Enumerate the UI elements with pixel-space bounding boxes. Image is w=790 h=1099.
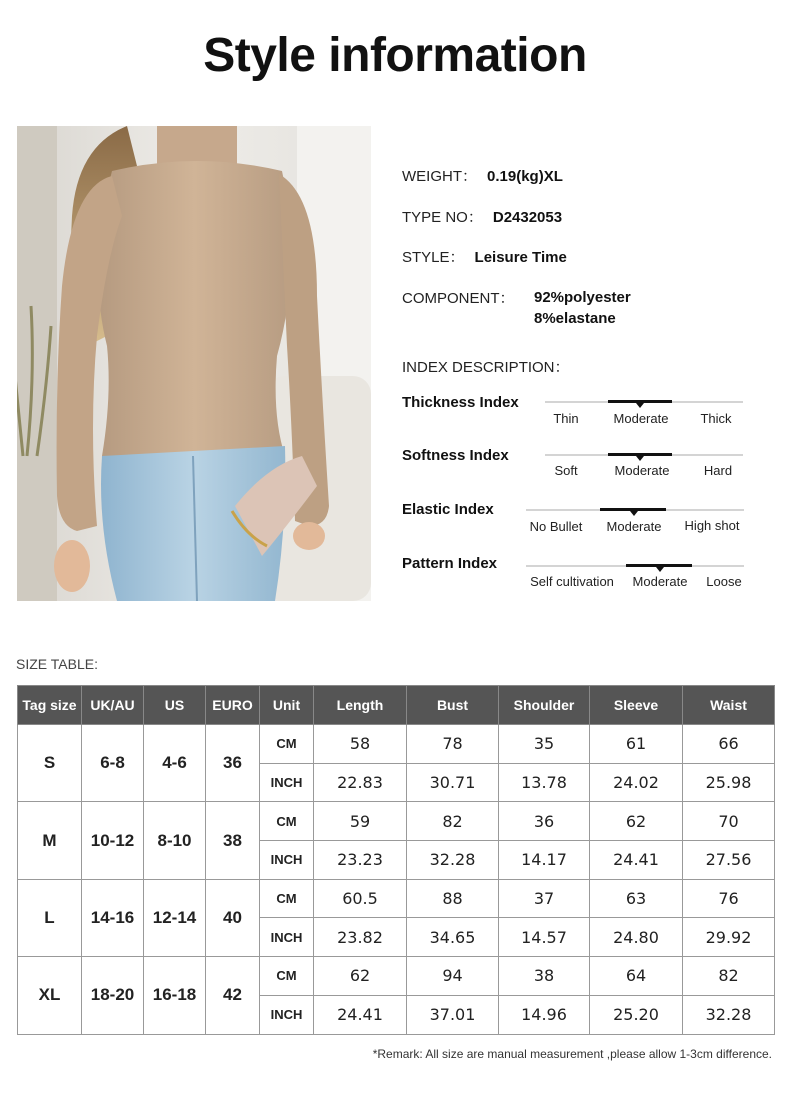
sleeve-cell: 24.80 xyxy=(590,918,683,957)
table-row xyxy=(18,957,775,996)
unit-cell: CM xyxy=(260,802,314,841)
table-header-row xyxy=(18,686,775,725)
shoulder-cell: 37 xyxy=(499,879,590,918)
sleeve-cell: 62 xyxy=(590,802,683,841)
shoulder-cell: 13.78 xyxy=(499,763,590,802)
unit-cell: CM xyxy=(260,879,314,918)
style-value: Leisure Time xyxy=(474,249,567,266)
uk-au-cell: 14-16 xyxy=(82,879,144,956)
type-value: D2432053 xyxy=(492,209,563,226)
weight-row xyxy=(402,165,563,186)
elastic-index-name: Elastic Index xyxy=(402,501,494,518)
waist-cell: 25.98 xyxy=(683,763,775,802)
softness-pointer-icon xyxy=(636,456,644,461)
bust-cell: 78 xyxy=(407,725,499,764)
bust-cell: 82 xyxy=(407,802,499,841)
tag-size-cell: S xyxy=(18,725,82,802)
tag-size-cell: M xyxy=(18,802,82,879)
elastic-option-no-bullet: No Bullet xyxy=(529,519,583,534)
us-cell: 16-18 xyxy=(144,957,206,1034)
header-waist: Waist xyxy=(683,686,775,725)
thickness-index-name: Thickness Index xyxy=(402,394,519,411)
type-label: TYPE NO： xyxy=(402,209,483,226)
header-tag-size: Tag size xyxy=(18,686,82,725)
sleeve-cell: 61 xyxy=(590,725,683,764)
header-unit: Unit xyxy=(260,686,314,725)
waist-cell: 76 xyxy=(683,879,775,918)
component-line-1: 92%polyester xyxy=(534,289,631,306)
weight-value: 0.19(kg)XL xyxy=(487,168,563,185)
header-bust: Bust xyxy=(407,686,499,725)
shoulder-cell: 14.17 xyxy=(499,841,590,880)
component-label: COMPONENT： xyxy=(402,290,515,307)
waist-cell: 66 xyxy=(683,725,775,764)
sleeve-cell: 63 xyxy=(590,879,683,918)
weight-label: WEIGHT： xyxy=(402,168,477,185)
tag-size-cell: L xyxy=(18,879,82,956)
bust-cell: 30.71 xyxy=(407,763,499,802)
length-cell: 62 xyxy=(314,957,407,996)
pattern-option-loose: Loose xyxy=(706,574,742,589)
length-cell: 59 xyxy=(314,802,407,841)
bust-cell: 37.01 xyxy=(407,995,499,1034)
header-uk-au: UK/AU xyxy=(82,686,144,725)
us-cell: 4-6 xyxy=(144,725,206,802)
size-table xyxy=(17,685,775,1035)
header-us: US xyxy=(144,686,206,725)
table-row xyxy=(18,879,775,918)
remark-note: *Remark: All size are manual measurement ,please allow 1-3cm difference. xyxy=(372,1047,772,1061)
pattern-option-moderate: Moderate xyxy=(632,574,688,589)
header-shoulder: Shoulder xyxy=(499,686,590,725)
uk-au-cell: 18-20 xyxy=(82,957,144,1034)
style-row xyxy=(402,246,567,267)
waist-cell: 27.56 xyxy=(683,841,775,880)
uk-au-cell: 10-12 xyxy=(82,802,144,879)
sleeve-cell: 24.41 xyxy=(590,841,683,880)
euro-cell: 42 xyxy=(206,957,260,1034)
unit-cell: CM xyxy=(260,725,314,764)
size-table-label: SIZE TABLE: xyxy=(16,656,98,672)
waist-cell: 70 xyxy=(683,802,775,841)
us-cell: 12-14 xyxy=(144,879,206,956)
sleeve-cell: 25.20 xyxy=(590,995,683,1034)
component-line-2: 8%elastane xyxy=(534,310,616,327)
uk-au-cell: 6-8 xyxy=(82,725,144,802)
unit-cell: INCH xyxy=(260,995,314,1034)
length-cell: 60.5 xyxy=(314,879,407,918)
thickness-option-thin: Thin xyxy=(553,411,579,426)
pattern-option-self-cultivation: Self cultivation xyxy=(530,574,614,589)
softness-option-moderate: Moderate xyxy=(614,463,670,478)
waist-cell: 82 xyxy=(683,957,775,996)
unit-cell: INCH xyxy=(260,763,314,802)
softness-option-hard: Hard xyxy=(703,463,733,478)
unit-cell: INCH xyxy=(260,918,314,957)
pattern-index-name: Pattern Index xyxy=(402,555,498,572)
header-sleeve: Sleeve xyxy=(590,686,683,725)
length-cell: 58 xyxy=(314,725,407,764)
type-row xyxy=(402,206,562,227)
sleeve-cell: 24.02 xyxy=(590,763,683,802)
unit-cell: INCH xyxy=(260,841,314,880)
table-row xyxy=(18,725,775,764)
elastic-option-moderate: Moderate xyxy=(606,519,662,534)
elastic-pointer-icon xyxy=(630,511,638,516)
header-euro: EURO xyxy=(206,686,260,725)
length-cell: 23.23 xyxy=(314,841,407,880)
waist-cell: 32.28 xyxy=(683,995,775,1034)
bust-cell: 88 xyxy=(407,879,499,918)
waist-cell: 29.92 xyxy=(683,918,775,957)
page-title: Style information xyxy=(203,29,587,82)
pattern-pointer-icon xyxy=(656,567,664,572)
shoulder-cell: 14.96 xyxy=(499,995,590,1034)
length-cell: 23.82 xyxy=(314,918,407,957)
shoulder-cell: 36 xyxy=(499,802,590,841)
thickness-option-moderate: Moderate xyxy=(613,411,669,426)
component-value xyxy=(534,287,631,329)
header-length: Length xyxy=(314,686,407,725)
index-description-heading: INDEX DESCRIPTION： xyxy=(402,359,570,376)
euro-cell: 40 xyxy=(206,879,260,956)
softness-index-name: Softness Index xyxy=(402,447,509,464)
shoulder-cell: 35 xyxy=(499,725,590,764)
table-row xyxy=(18,802,775,841)
bust-cell: 32.28 xyxy=(407,841,499,880)
component-row xyxy=(402,287,515,308)
unit-cell: CM xyxy=(260,957,314,996)
sleeve-cell: 64 xyxy=(590,957,683,996)
softness-option-soft: Soft xyxy=(554,463,578,478)
tag-size-cell: XL xyxy=(18,957,82,1034)
euro-cell: 36 xyxy=(206,725,260,802)
product-photo xyxy=(17,126,371,601)
thickness-pointer-icon xyxy=(636,403,644,408)
elastic-option-high-shot: High shot xyxy=(684,518,740,533)
style-label: STYLE： xyxy=(402,249,465,266)
bust-cell: 34.65 xyxy=(407,918,499,957)
length-cell: 22.83 xyxy=(314,763,407,802)
us-cell: 8-10 xyxy=(144,802,206,879)
bust-cell: 94 xyxy=(407,957,499,996)
euro-cell: 38 xyxy=(206,802,260,879)
thickness-option-thick: Thick xyxy=(700,411,732,426)
shoulder-cell: 38 xyxy=(499,957,590,996)
length-cell: 24.41 xyxy=(314,995,407,1034)
shoulder-cell: 14.57 xyxy=(499,918,590,957)
